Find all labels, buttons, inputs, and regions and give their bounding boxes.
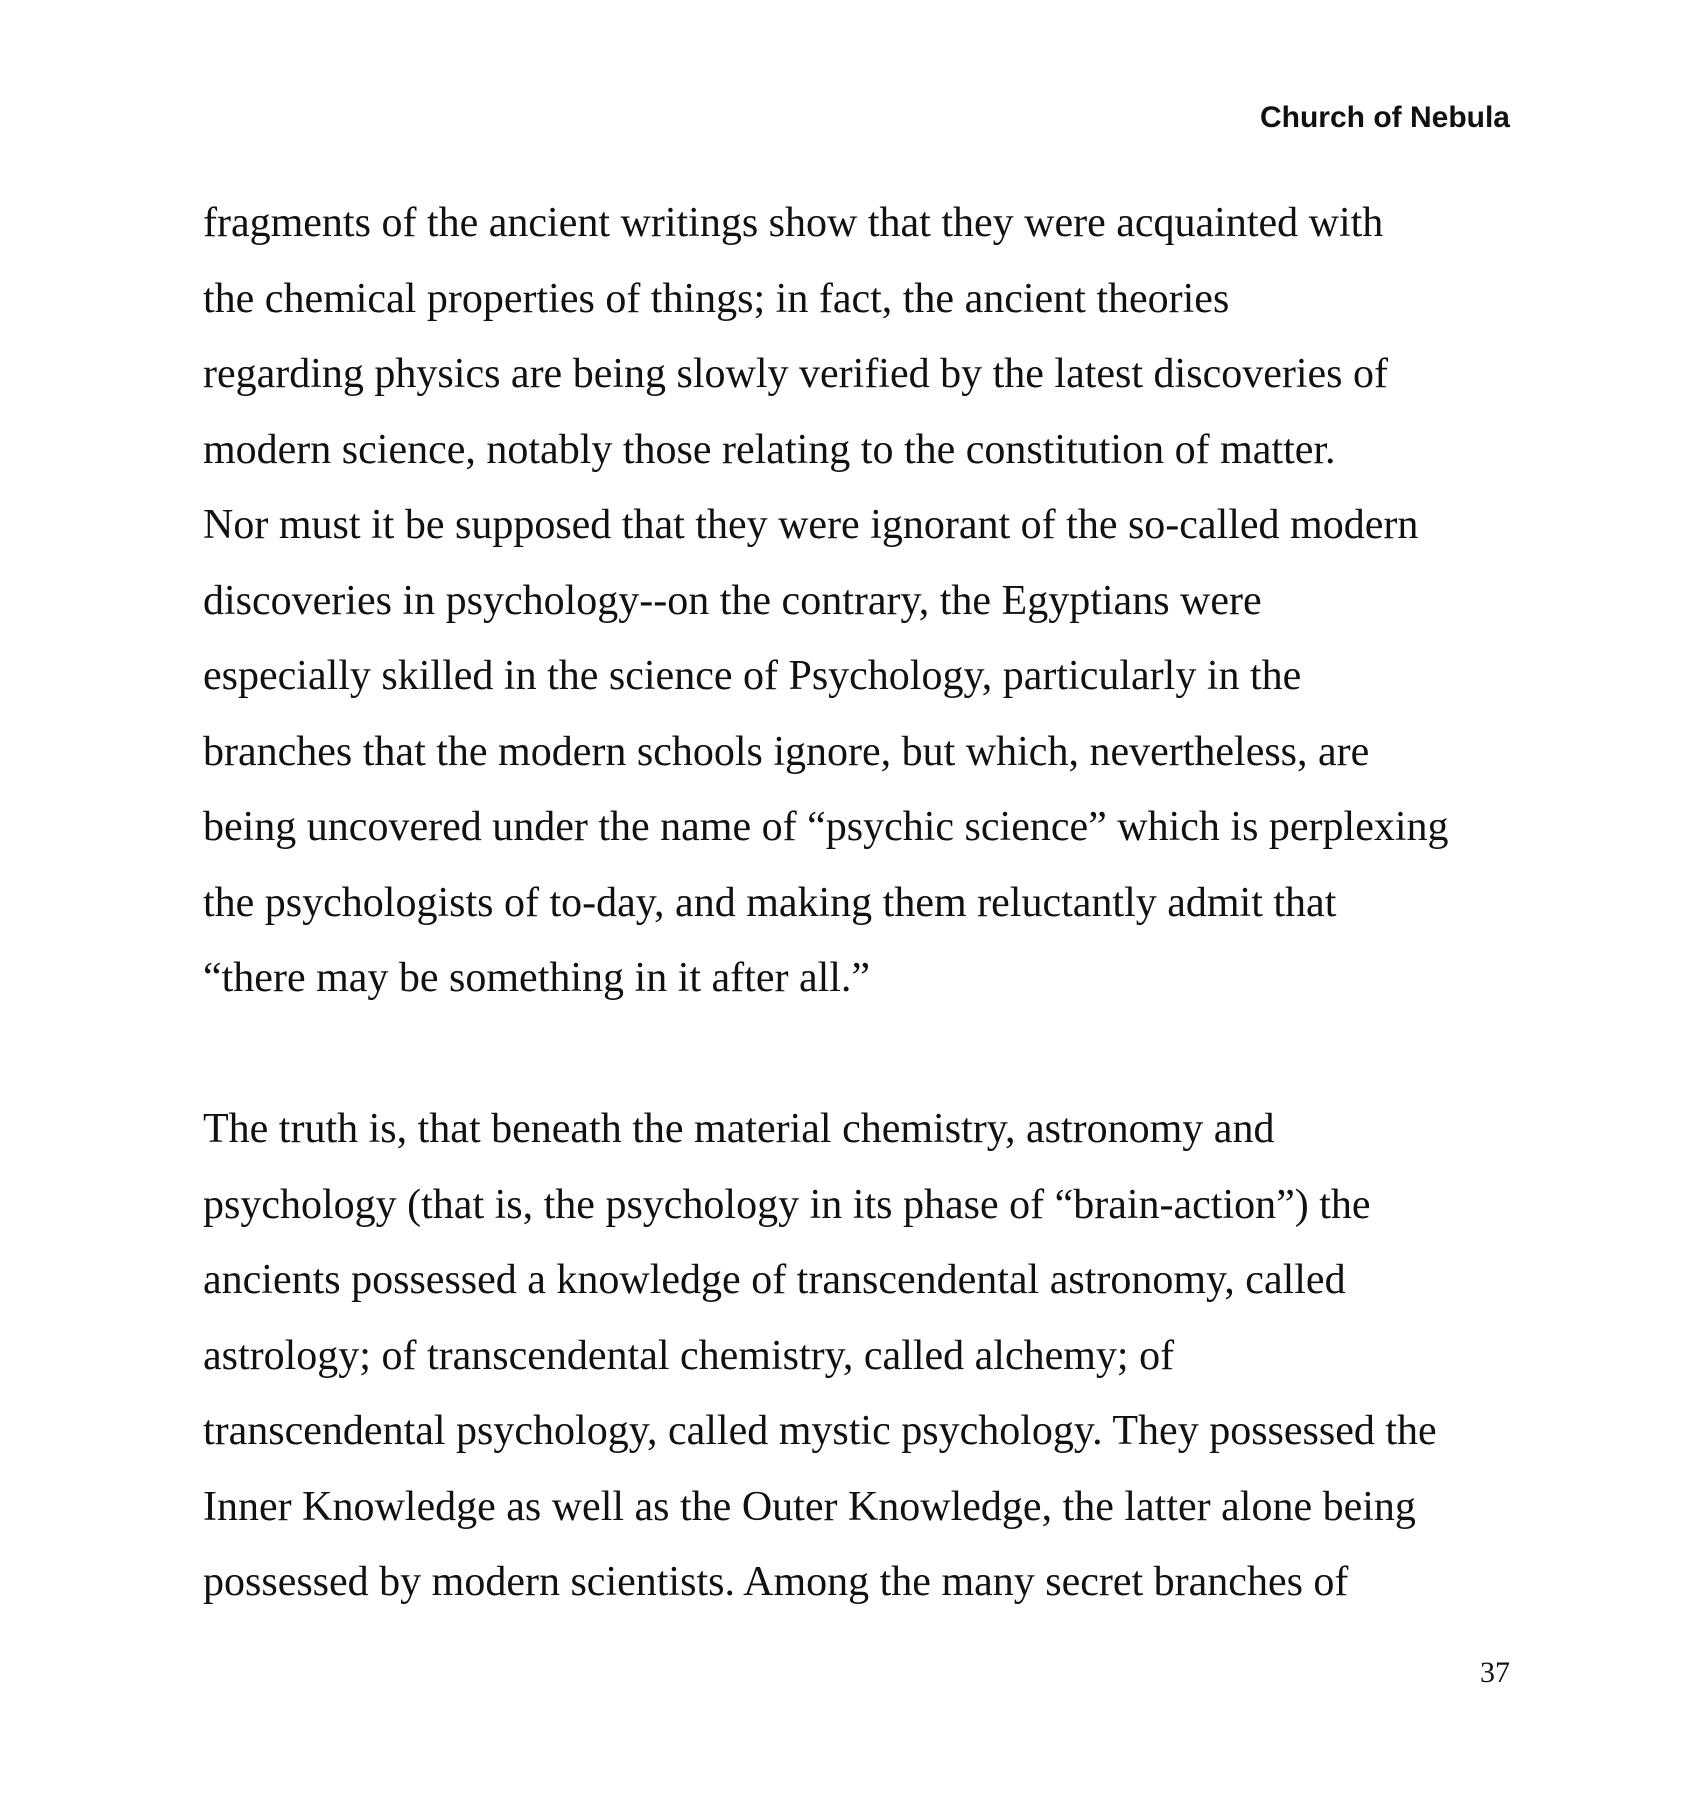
text-line: transcendental psychology, called mystic psychology. They possessed the: [203, 1408, 1437, 1454]
text-line: especially skilled in the science of Psychology, particularly in the: [203, 653, 1302, 699]
text-line: fragments of the ancient writings show that they were acquainted with: [203, 200, 1384, 246]
text-line: possessed by modern scientists. Among the many secret branches of: [203, 1559, 1349, 1605]
text-line: The truth is, that beneath the material chemistry, astronomy and: [203, 1106, 1275, 1152]
text-line: branches that the modern schools ignore, but which, nevertheless, are: [203, 728, 1370, 775]
text-line: regarding physics are being slowly verified by the latest discoveries of: [203, 351, 1388, 397]
text-line: discoveries in psychology--on the contrary, the Egyptians were: [203, 577, 1262, 624]
text-line: astrology; of transcendental chemistry, called alchemy; of: [203, 1332, 1175, 1379]
text-line: ancients possessed a knowledge of transcendental astronomy, called: [203, 1257, 1346, 1303]
text-line: Nor must it be supposed that they were ignorant of the so-called modern: [203, 502, 1419, 548]
text-line: the psychologists of to-day, and making them reluctantly admit that: [203, 879, 1337, 926]
paragraph-spacer: [203, 1017, 1503, 1093]
text-line: “there may be something in it after all.”: [203, 955, 871, 1001]
paragraph-2: [203, 1092, 1503, 1621]
text-line: being uncovered under the name of “psychic science” which is perplexing: [203, 804, 1449, 850]
running-header: Church of Nebula: [1259, 101, 1510, 134]
paragraph-1: [203, 186, 1503, 1017]
body-text: [203, 186, 1503, 1621]
page-number: 37: [1480, 1656, 1510, 1689]
text-line: the chemical properties of things; in fact, the ancient theories: [203, 275, 1230, 322]
text-line: Inner Knowledge as well as the Outer Knowledge, the latter alone being: [203, 1483, 1416, 1530]
text-line: psychology (that is, the psychology in its phase of “brain-action”) the: [203, 1181, 1371, 1228]
text-line: modern science, notably those relating to the constitution of matter.: [203, 426, 1336, 473]
